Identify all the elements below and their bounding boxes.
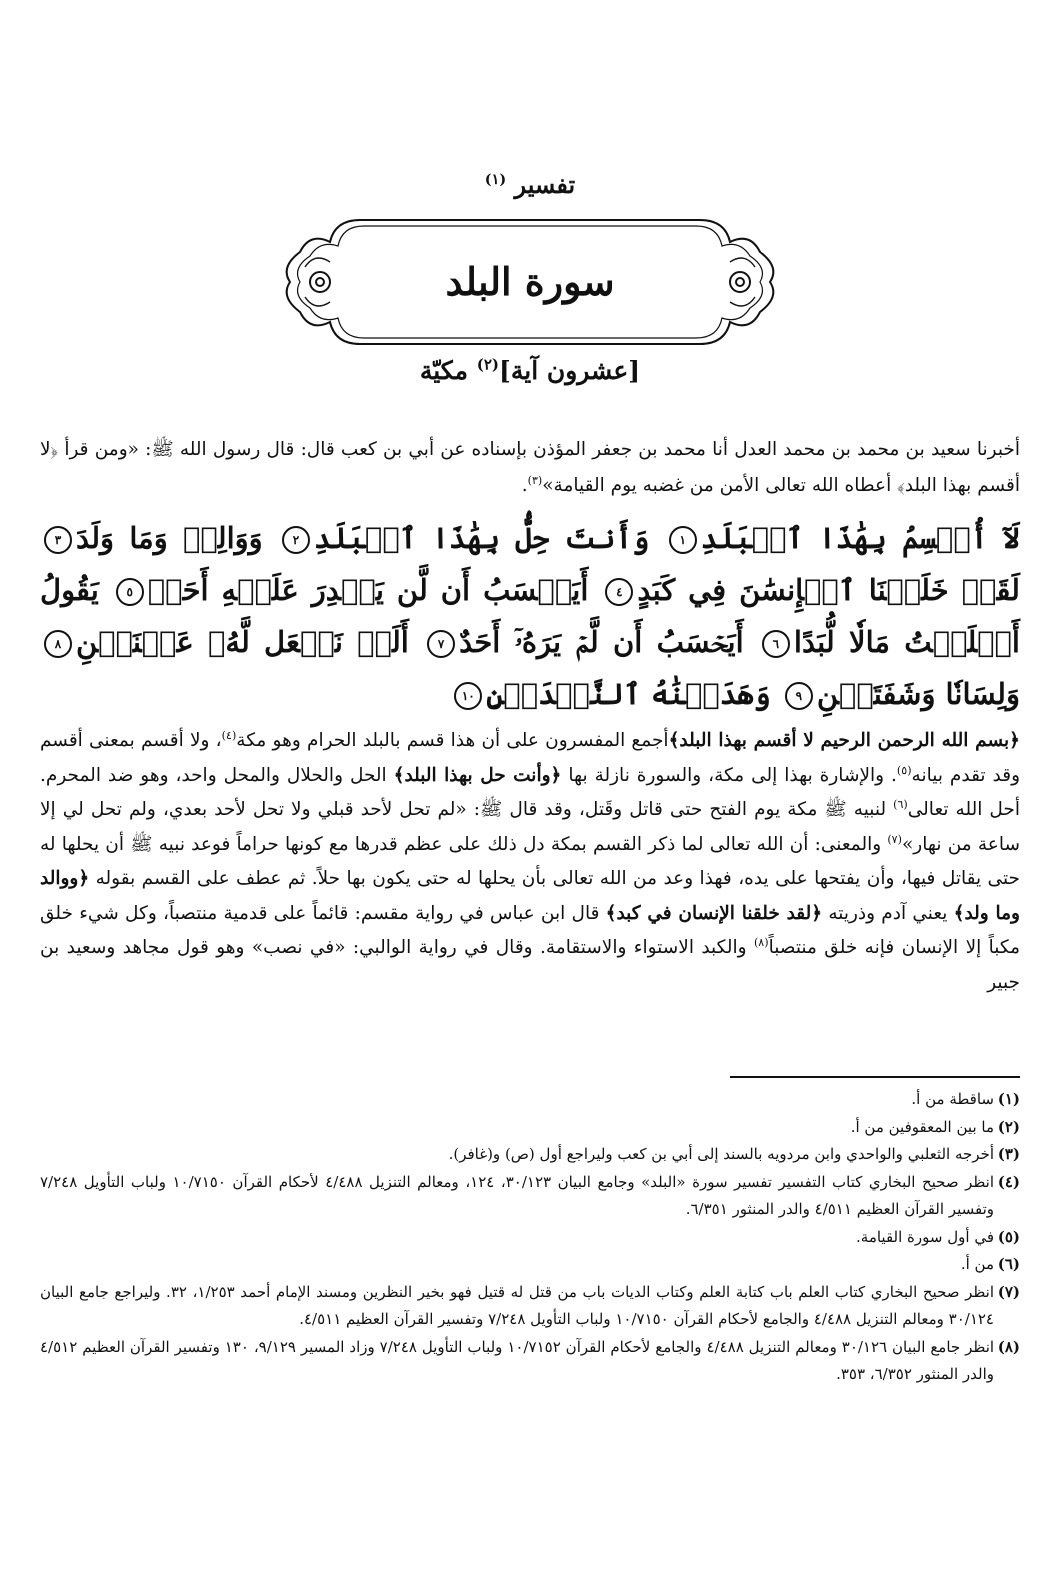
intro-paragraph [40,432,1020,504]
tafsir-text: . والإشارة بهذا إلى مكة، والسورة نازلة بها [561,764,897,786]
tafsir-text: قال ابن عباس في رواية مقسم: قائماً على قدمية منتصباً، وكل شيء خلق مكباً إلا الإنسان فإنه خلق منتصباً [40,902,1020,958]
ayah-number-marker: ٧ [427,630,455,658]
page-title [40,170,1020,199]
title-footnote-marker: (١) [484,171,507,188]
ayah-text: وَلِسَانٗا وَشَفَتَيۡنِ [816,677,1020,711]
intro-end: . [521,475,528,496]
footnote-number: (٦) [997,1255,1020,1273]
footnotes [40,1086,1020,1389]
footnote-marker: (٤) [221,728,237,742]
tafsir-text: الحل والحلال والمحل واحد، وهو ضد المحرم. أحل الله تعالى [40,764,1021,820]
ayah-number-marker: ٦ [762,630,790,658]
page [40,0,1020,1571]
quoted-verse: ﴿لقد خلقنا الإنسان في كبد﴾ [605,902,823,924]
ayah-number-marker: ٢ [282,526,310,554]
footnote-marker: (٦) [893,797,908,811]
quoted-verse: ﴿وأنت حل بهذا البلد﴾ [393,764,562,786]
footnote-text: من أ. [960,1255,994,1273]
footnote-number: (٢) [997,1117,1020,1136]
ayah-count-line [40,356,1020,385]
footnote [40,1169,1020,1224]
footnote-number: (١) [997,1090,1020,1108]
footnote-number: (٣) [997,1145,1020,1163]
footnote-marker: (٨) [753,935,769,949]
ayah-number-marker: ١ [669,526,697,554]
tafsir-paragraph [40,724,1020,1000]
footnote-text: انظر صحيح البخاري كتاب التفسير تفسير سورة «البلد» وجامع البيان ٣٠/١٢٣، ١٢٤، ومعالم التنزيل ٤/٤٨٨ لأحكام القرآن ١٠/٧١٥٠ ولباب التأويل ٧/٢٤٨ وتفسير القرآن العظيم ٤/٥١١ والدر المنثور ٦/٣٥١. [40,1172,995,1218]
ayah-text: أَلَمۡ نَجۡعَل لَّهُۥ عَيۡنَيۡنِ [76,625,409,659]
ayah-number-marker: ١٠ [454,682,482,710]
quran-verses [40,512,1020,720]
ayah-number-marker: ٥ [116,578,144,606]
footnote [40,1279,1020,1334]
quoted-verse: ﴿ووالد وما ولد﴾ [40,868,1020,924]
footnote-text: ساقطة من أ. [911,1090,994,1108]
footnote-text: ما بين المعقوفين من أ. [850,1117,994,1136]
ayah-text: يَقُولُ أَهۡلَكۡتُ مَالٗا لُّبَدًا [40,573,1020,659]
ayah-text: أَيَحۡسَبُ أَن لَّمۡ يَرَهُۥٓ أَحَدٌ [459,625,744,659]
footnote-text: انظر صحيح البخاري كتاب العلم باب كتابة العلم وكتاب الديات باب من قتل له قتيل فهو بخير النظرين ومسند الإمام أحمد ١/٢٥٣، ٣٢. وليراجع جامع البيان ٣٠/١٢٤ ومعالم التنزيل ٤/٤٨٨ والجامع لأحكام القرآن ١٠/٧١٥٠ ولباب التأويل ٧/٢٤٨ وتفسير القرآن العظيم ٤/٥١١. [40,1282,995,1328]
ayah-number-marker: ٣ [44,526,72,554]
ayah-text: أَيَحۡسَبُ أَن لَّن يَقۡدِرَ عَلَيۡهِ أَحَدٞ [147,573,589,607]
footnote-marker: (٥) [896,763,912,777]
ayah-text: لَقَدۡ خَلَقۡنَا ٱلۡإِنسَٰنَ فِي كَبَدٍ [637,573,1020,607]
footnote-number: (٨) [997,1337,1020,1356]
footnote-text: أخرجه الثعلبي والواحدي وابن مردويه بالسند إلى أبي بن كعب وليراجع أول (ص) و(غافر). [448,1145,994,1163]
intro-text: أخبرنا سعيد بن محمد بن محمد العدل أنا محمد بن جعفر المؤذن بإسناده عن أبي بن كعب قال: قال رسول الله ﷺ: «ومن قرأ ﴿لا أقسم بهذا البلد﴾ أعطاه الله تعالى الأمن من غضبه يوم القيامة» [40,439,1020,496]
ayah-text: وَوَالِدٖ وَمَا وَلَدَ [76,521,263,555]
ayah-number-marker: ٩ [785,682,813,710]
intro-footnote-marker: (٣) [527,473,543,487]
ayah-number-marker: ٨ [44,630,72,658]
footnote-text: انظر جامع البيان ٣٠/١٢٦ ومعالم التنزيل ٤/٤٨٨ والجامع لأحكام القرآن ١٠/٧١٥٢ ولباب التأويل ٧/٢٤٨ وزاد المسير ٩/١٢٩، ١٣٠ وتفسير القرآن العظيم ٤/٥١٢ والدر المنثور ٦/٣٥٢، ٣٥٣. [40,1337,995,1383]
tafsir-text: يعني آدم وذريته [822,902,954,924]
ayah-text: وَأَنتَ حِلُّۢ بِهَٰذَا ٱلۡبَلَدِ [313,521,650,555]
surah-type: مكيّة [419,356,469,385]
footnote [40,1086,1020,1114]
footnote [40,1114,1020,1142]
surah-name: سورة البلد [445,259,615,304]
ayah-count-footnote-marker: (٢) [476,355,500,374]
footnote-text: في أول سورة القيامة. [856,1227,994,1246]
footnote [40,1224,1020,1252]
footnote-divider [730,1076,1020,1078]
footnote [40,1334,1020,1389]
footnote-number: (٧) [997,1282,1020,1301]
ayah-count: [عشرون آية] [499,356,641,385]
footnote-number: (٥) [997,1227,1020,1246]
surah-title-frame [280,212,780,352]
tafsir-text: أجمع المفسرون على أن هذا قسم بالبلد الحرام وهو مكة [236,730,669,751]
footnote [40,1251,1020,1279]
tafsir-text: والمعنى: أن الله تعالى لما ذكر القسم بمكة دل ذلك على عظم قدرها مع كونها حراماً فوعد نبيه ﷺ أن يحلها له حتى يقاتل فيها، وأن يفتحها على يده، فهذا وعد من الله تعالى بأن يحلها له حتى يكون بها حلاً. ثم عطف على القسم بقوله [40,833,1020,889]
footnote [40,1141,1020,1169]
tafsir-text: ، ولا أقسم بمعنى أقسم وقد تقدم بيانه [40,730,1021,786]
tafsir-text: والكبد الاستواء والاستقامة. وقال في رواية الوالبي: «في نصب» وهو قول مجاهد وسعيد بن جبير [40,937,1020,993]
tafsir-text: لنبيه ﷺ مكة يوم الفتح حتى قاتل وقَتل، وقد قال ﷺ: «لم تحل لأحد قبلي ولا تحل لأحد بعدي، ولم تحل لي إلا ساعة من نهار» [40,799,1020,855]
title-text: تفسير [514,170,576,199]
ayah-text: لَآ أُقۡسِمُ بِهَٰذَا ٱلۡبَلَدِ [700,521,1020,555]
ayah-text: وَهَدَيۡنَٰهُ ٱلنَّجۡدَيۡنِ [486,677,771,711]
quoted-verse: ﴿بسم الله الرحمن الرحيم لا أقسم بهذا البلد﴾ [668,730,1020,751]
footnote-number: (٤) [997,1172,1020,1191]
footnote-marker: (٧) [887,832,902,846]
ayah-number-marker: ٤ [605,578,633,606]
